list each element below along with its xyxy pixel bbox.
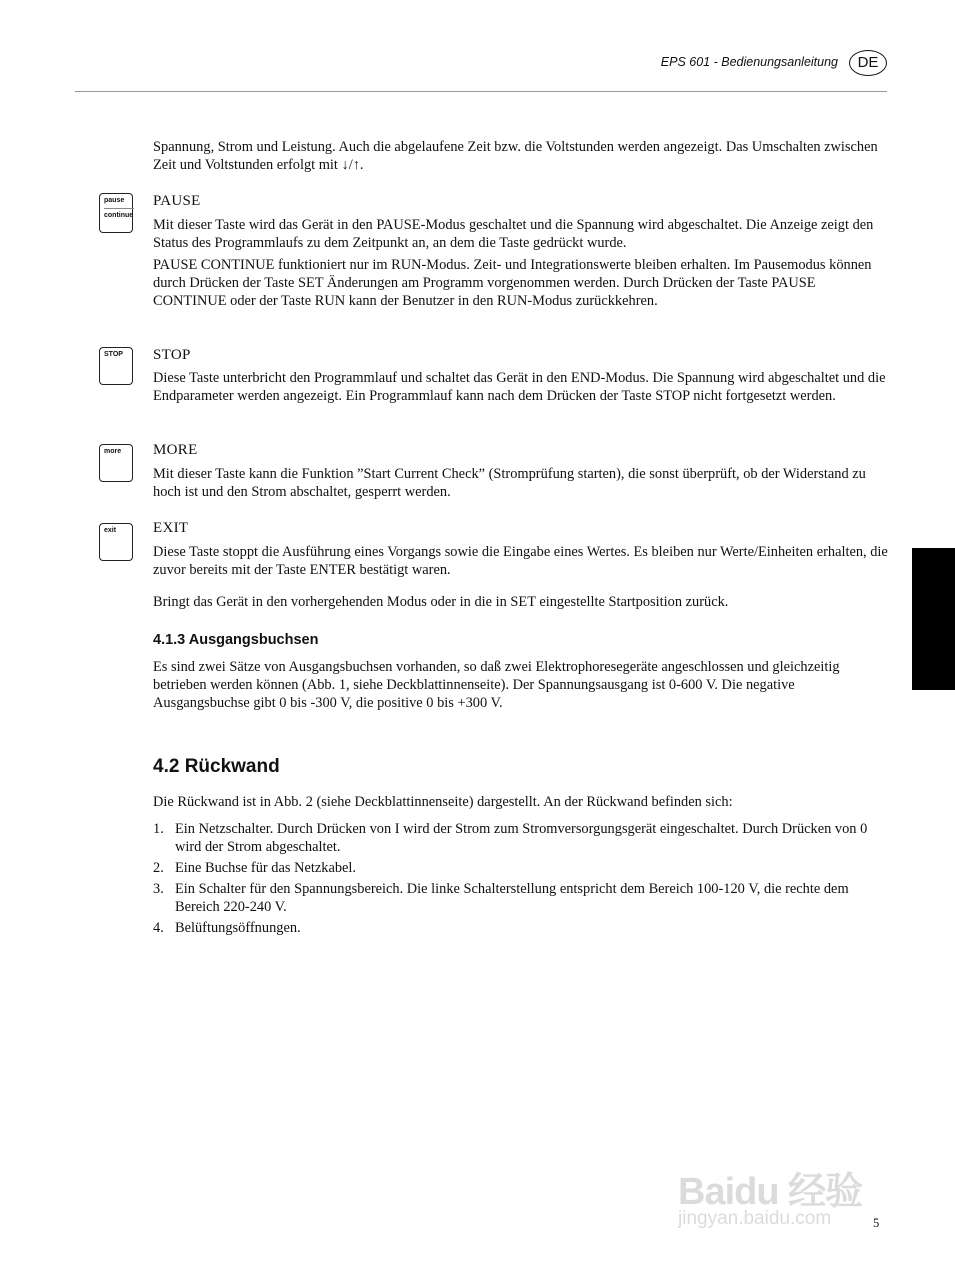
- list-item-text: Belüftungsöffnungen.: [175, 920, 301, 936]
- key-divider: [104, 208, 134, 209]
- section-heading-rear-panel: 4.2 Rückwand: [153, 756, 280, 777]
- rear-panel-list: [153, 820, 888, 940]
- pause-continue-key-icon: [99, 193, 133, 233]
- exit-key-label: exit: [104, 527, 117, 534]
- rear-panel-intro: Die Rückwand ist in Abb. 2 (siehe Deckblattinnenseite) dargestellt. An der Rückwand befinden sich:: [153, 794, 733, 810]
- pause-paragraph-2: PAUSE CONTINUE funktioniert nur im RUN-Modus. Zeit- und Integrationswerte bleiben erhalten. Im Pausemodus können durch Drücken der Taste SET Änderungen am Programm vorgenommen werden. Durch Drücken der Taste PAUSE CONTINUE oder der Taste RUN kann der Benutzer in den RUN-Modus zurückkehren.: [153, 257, 872, 309]
- document-title: EPS 601 - Bedienungsanleitung: [660, 55, 838, 69]
- more-heading: MORE: [153, 442, 198, 458]
- more-paragraph: Mit dieser Taste kann die Funktion ”Start Current Check” (Stromprüfung starten), die sonst überprüft, ob der Widerstand zu hoch ist und den Strom abschaltet, gesperrt werden.: [153, 466, 866, 500]
- list-item: [153, 859, 888, 877]
- stop-heading: STOP: [153, 347, 191, 363]
- pause-paragraph-1: Mit dieser Taste wird das Gerät in den PAUSE-Modus geschaltet und die Spannung wird abgeschaltet. Die Anzeige zeigt den Status des Programmlaufs zu dem Zeitpunkt an, an dem die Taste gedrückt wurde.: [153, 217, 874, 251]
- list-item-number: 3.: [153, 881, 164, 897]
- section-heading-outputs: 4.1.3 Ausgangsbuchsen: [153, 632, 319, 648]
- exit-paragraph-2: Bringt das Gerät in den vorhergehenden Modus oder in die in SET eingestellte Startposition zurück.: [153, 594, 729, 610]
- page-number: 5: [873, 1216, 880, 1230]
- exit-paragraph-1: Diese Taste stoppt die Ausführung eines Vorgangs sowie die Eingabe eines Wertes. Es bleiben nur Werte/Einheiten erhalten, die zuvor bereits mit der Taste ENTER bestätigt waren.: [153, 544, 888, 578]
- watermark-url: jingyan.baidu.com: [678, 1208, 832, 1229]
- list-item-text: Ein Netzschalter. Durch Drücken von I wird der Strom zum Stromversorgungsgerät eingeschaltet. Durch Drücken von 0 wird der Strom abgeschaltet.: [175, 821, 868, 855]
- list-item-number: 4.: [153, 920, 164, 936]
- pause-heading: PAUSE: [153, 193, 201, 209]
- list-item: [153, 820, 888, 856]
- watermark-brand: Baidu 经验: [678, 1171, 863, 1213]
- pause-key-label: pause: [104, 197, 125, 204]
- list-item: [153, 880, 888, 916]
- exit-key-icon: [99, 523, 133, 561]
- more-key-label: more: [104, 448, 122, 455]
- outputs-paragraph: Es sind zwei Sätze von Ausgangsbuchsen vorhanden, so daß zwei Elektrophoresegeräte angeschlossen und gleichzeitig betrieben werden können (Abb. 1, siehe Deckblattinnenseite). Der Spannungsausgang ist 0-600 V. Die negative Ausgangsbuchse gibt 0 bis -300 V, die positive 0 bis +300 V.: [153, 659, 840, 711]
- language-badge: DE: [849, 50, 887, 76]
- header-divider: [75, 91, 887, 92]
- intro-paragraph: Spannung, Strom und Leistung. Auch die abgelaufene Zeit bzw. die Voltstunden werden angezeigt. Das Umschalten zwischen Zeit und Voltstunden erfolgt mit ↓/↑.: [153, 139, 878, 173]
- list-item: [153, 919, 888, 937]
- list-item-number: 1.: [153, 821, 164, 837]
- baidu-watermark: [676, 1160, 906, 1232]
- section-thumb-tab: [912, 548, 955, 690]
- exit-heading: EXIT: [153, 520, 189, 536]
- list-item-text: Eine Buchse für das Netzkabel.: [175, 860, 357, 876]
- stop-paragraph: Diese Taste unterbricht den Programmlauf und schaltet das Gerät in den END-Modus. Die Spannung wird abgeschaltet und die Endparameter werden angezeigt. Ein Programmlauf kann nach dem Drücken der Taste STOP nicht fortgesetzt werden.: [153, 370, 886, 404]
- more-key-icon: [99, 444, 133, 482]
- list-item-text: Ein Schalter für den Spannungsbereich. Die linke Schalterstellung entspricht dem Bereich 100-120 V, die rechte dem Bereich 220-240 V.: [175, 881, 849, 915]
- list-item-number: 2.: [153, 860, 164, 876]
- stop-key-label: STOP: [104, 351, 123, 358]
- continue-key-label: continue: [104, 212, 134, 219]
- stop-key-icon: [99, 347, 133, 385]
